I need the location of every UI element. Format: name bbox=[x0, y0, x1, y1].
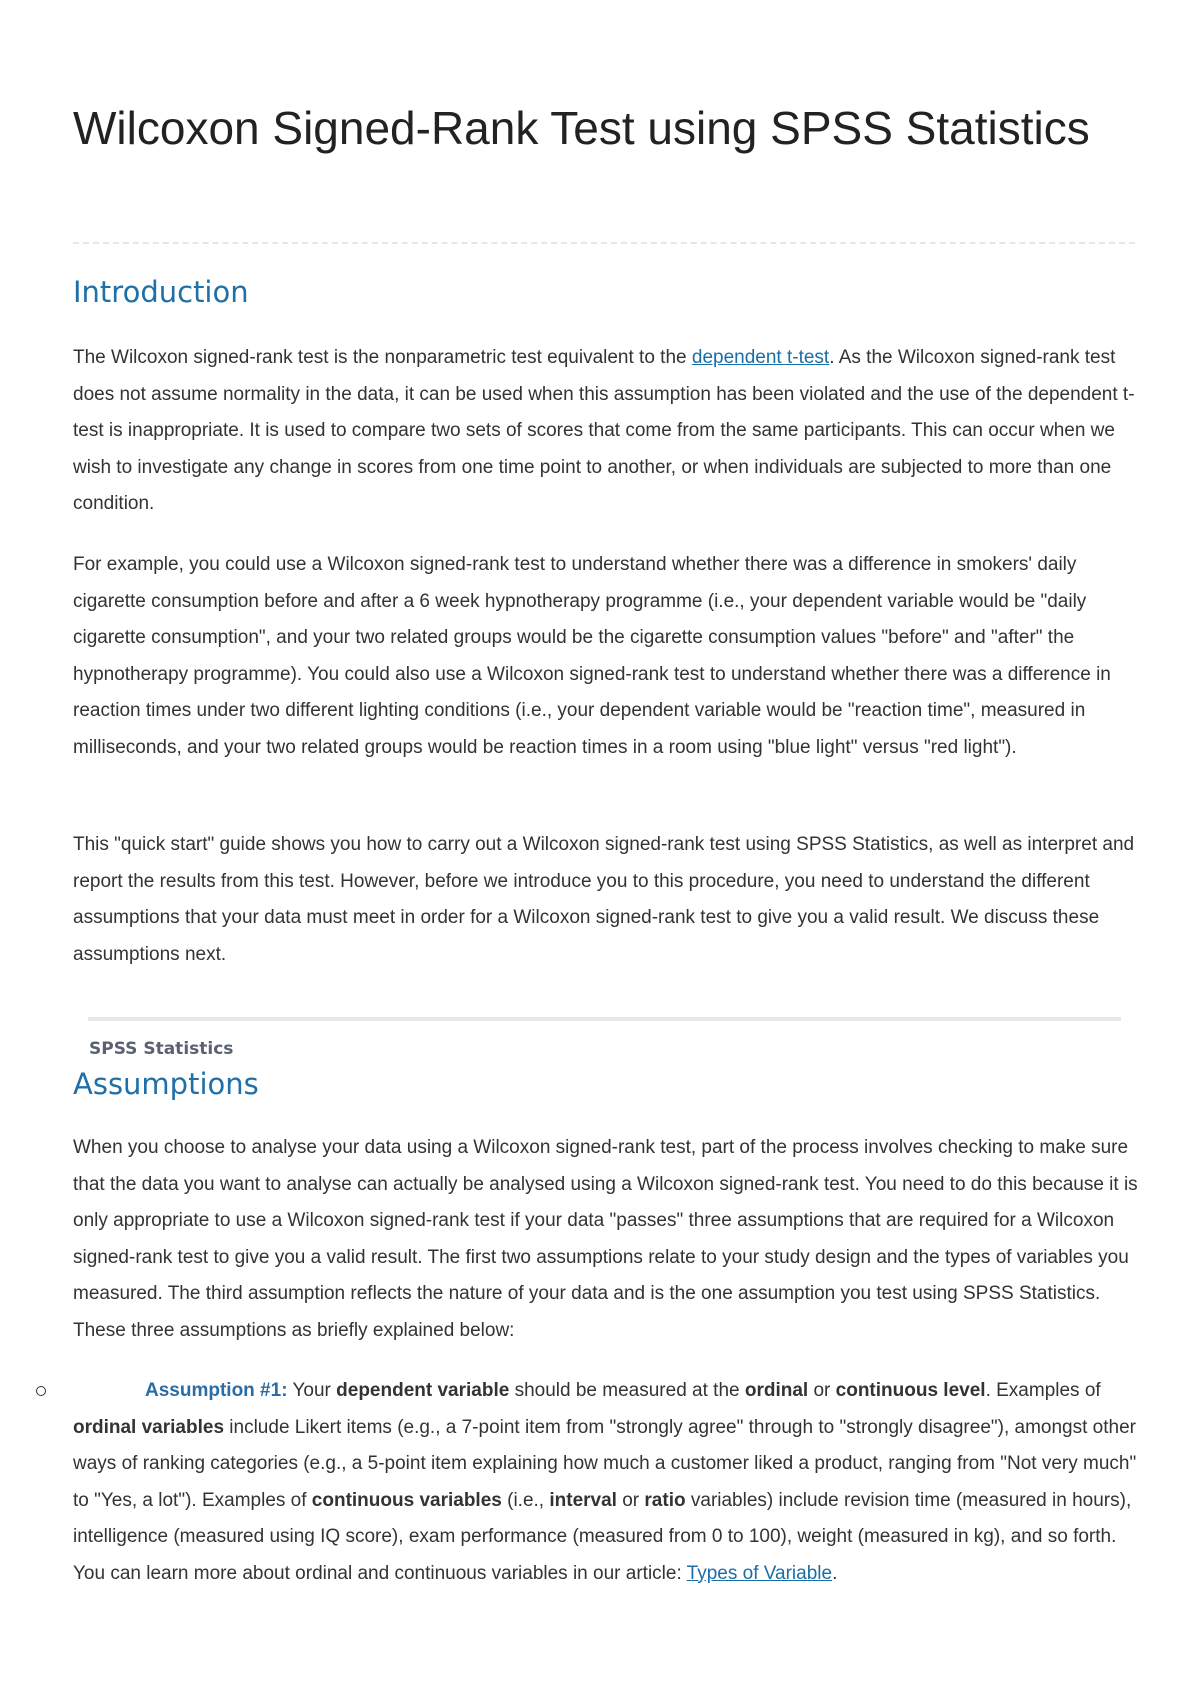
assumption-1-text: . Examples of bbox=[985, 1380, 1101, 1401]
assumption-1-bold: continuous variables bbox=[311, 1489, 502, 1511]
page-title: Wilcoxon Signed-Rank Test using SPSS Statistics bbox=[73, 102, 1090, 154]
assumption-1-item bbox=[73, 1373, 1138, 1592]
assumption-1-bold: ratio bbox=[644, 1489, 686, 1511]
dependent-t-test-link[interactable]: dependent t-test bbox=[691, 347, 830, 368]
list-bullet bbox=[36, 1386, 46, 1396]
assumption-1-text: or bbox=[616, 1489, 645, 1511]
assumption-1-text: variables) include revision time (measured in hours), intelligence (measured using IQ score), exam performance (measured from 0 to 100), weight (measured in kg), and so forth. You can learn more about ordinal and continuous variables in our article: bbox=[73, 1489, 1132, 1584]
introduction-heading: Introduction bbox=[73, 275, 249, 309]
assumption-1-text: include Likert items (e.g., a 7-point item from "strongly agree" through to "strongly disagree"), amongst other ways of ranking categories (e.g., a 5-point item explaining how much a customer liked a product, ranging from "Not very much" to "Yes, a lot"). Examples of bbox=[73, 1416, 1137, 1511]
intro-paragraph-1 bbox=[73, 340, 1138, 523]
assumption-1-text: or bbox=[808, 1380, 836, 1401]
assumption-1-label: Assumption #1: bbox=[145, 1380, 288, 1401]
intro-p1-text-a: The Wilcoxon signed-rank test is the nonparametric test equivalent to the bbox=[73, 347, 692, 368]
assumption-1-text: should be measured at the bbox=[509, 1380, 745, 1401]
assumption-1-text: . bbox=[832, 1562, 838, 1584]
assumption-1-bold: continuous level bbox=[835, 1380, 986, 1401]
title-divider bbox=[73, 242, 1135, 244]
assumption-1-bold: dependent variable bbox=[336, 1380, 510, 1401]
assumption-1-text: (i.e., bbox=[501, 1489, 550, 1511]
intro-paragraph-2: For example, you could use a Wilcoxon signed-rank test to understand whether there was a difference in smokers' daily cigarette consumption before and after a 6 week hypnotherapy programme (i.e., your dependent variable would be "daily cigarette consumption", and your two related groups would be the cigarette consumption values "before" and "after" the hypnotherapy programme). You could also use a Wilcoxon signed-rank test to understand whether there was a difference in reaction times under two different lighting conditions (i.e., your dependent variable would be "reaction time", measured in milliseconds, and your two related groups would be reaction times in a room using "blue light" versus "red light"). bbox=[73, 554, 1111, 758]
assumptions-intro-paragraph: When you choose to analyse your data using a Wilcoxon signed-rank test, part of the process involves checking to make sure that the data you want to analyse can actually be analysed using a Wilcoxon signed-rank test. You need to do this because it is only appropriate to use a Wilcoxon signed-rank test if your data "passes" three assumptions that are required for a Wilcoxon signed-rank test to give you a valid result. The first two assumptions relate to your study design and the types of variables you measured. The third assumption reflects the nature of your data and is the one assumption you test using SPSS Statistics. These three assumptions as briefly explained below: bbox=[73, 1137, 1138, 1341]
assumption-1-bold: interval bbox=[549, 1489, 617, 1511]
intro-p1-text-b: . As the Wilcoxon signed-rank test does not assume normality in the data, it can be used when this assumption has been violated and the use of the dependent t-test is inappropriate. It is used to compare two sets of scores that come from the same participants. This can occur when we wish to investigate any change in scores from one time point to another, or when individuals are subjected to more than one condition. bbox=[73, 347, 1135, 514]
assumption-1-bold: ordinal variables bbox=[73, 1416, 225, 1438]
section-divider bbox=[88, 1017, 1121, 1021]
assumptions-heading: Assumptions bbox=[73, 1067, 259, 1101]
assumptions-kicker: SPSS Statistics bbox=[89, 1039, 234, 1059]
assumption-1-bold: ordinal bbox=[744, 1380, 809, 1401]
assumption-1-text: Your bbox=[287, 1380, 337, 1401]
types-of-variable-link[interactable]: Types of Variable bbox=[686, 1562, 833, 1584]
intro-paragraph-3: This "quick start" guide shows you how to carry out a Wilcoxon signed-rank test using SPSS Statistics, as well as interpret and report the results from this test. However, before we introduce you to this procedure, you need to understand the different assumptions that your data must meet in order for a Wilcoxon signed-rank test to give you a valid result. We discuss these assumptions next. bbox=[73, 834, 1135, 965]
